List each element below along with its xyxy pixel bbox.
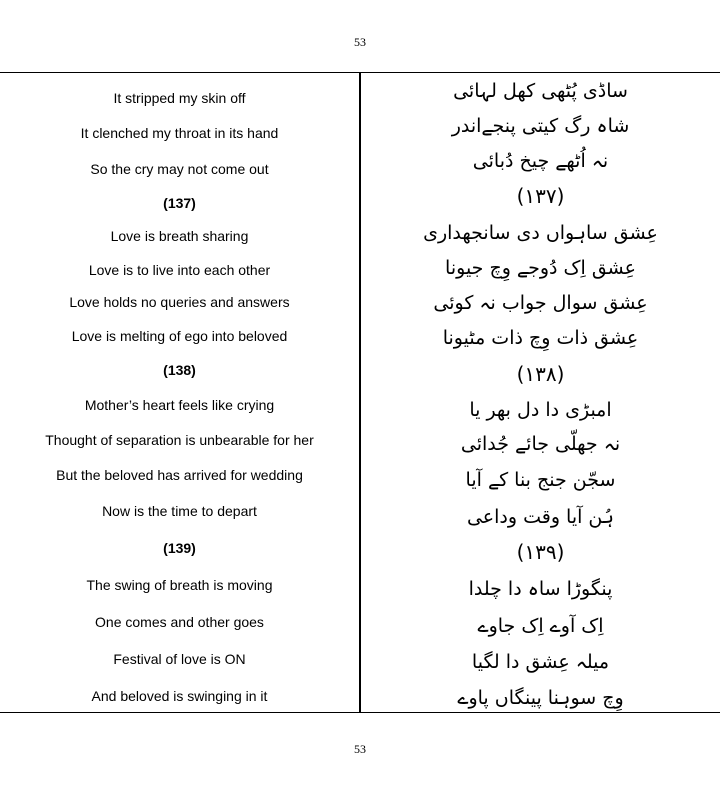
punjabi-line: وِچ سوہنا پینگاں پاوے <box>457 687 624 709</box>
english-line: Now is the time to depart <box>102 503 257 519</box>
english-line: It stripped my skin off <box>113 90 246 106</box>
english-stanza-number: (138) <box>163 362 196 378</box>
punjabi-line: سجّن جنج بنا کے آیا <box>465 469 616 491</box>
punjabi-stanza-number: (۱۳۹) <box>516 540 565 564</box>
punjabi-line: عِشق ساہواں دی سانجھداری <box>423 222 658 244</box>
punjabi-stanza-number: (۱۳۷) <box>516 184 565 208</box>
translation-table <box>0 72 720 713</box>
english-line: But the beloved has arrived for wedding <box>56 467 303 483</box>
punjabi-line: ہُن آیا وقت وداعی <box>466 506 615 528</box>
english-line: Love is melting of ego into beloved <box>71 328 288 344</box>
english-line: Love is to live into each other <box>88 262 271 278</box>
punjabi-line: عِشق اِک دُوجے وِچ جیونا <box>445 257 636 279</box>
page-number-top: 53 <box>354 35 366 49</box>
english-line: The swing of breath is moving <box>86 577 273 593</box>
english-column <box>0 73 359 712</box>
english-line: Love holds no queries and answers <box>69 294 290 310</box>
english-line: It clenched my throat in its hand <box>80 125 279 141</box>
punjabi-line: نہ جھلّی جائے جُدائی <box>460 433 621 455</box>
punjabi-line: شاہ رگ کیتی پنجےاندر <box>451 115 630 137</box>
english-line: And beloved is swinging in it <box>91 688 268 704</box>
punjabi-line: ساڈی پُٹھی کھل لہائی <box>453 80 628 102</box>
english-line: Festival of love is ON <box>113 651 246 667</box>
english-line: One comes and other goes <box>95 614 264 630</box>
english-line: Thought of separation is unbearable for her <box>45 432 314 448</box>
punjabi-line: پنگوڑا ساہ دا چلدا <box>468 578 613 600</box>
punjabi-line: امبڑی دا دل بھر یا <box>469 399 612 421</box>
punjabi-line: عِشق ذات وِچ ذات مٹیونا <box>442 327 639 349</box>
english-line: Love is breath sharing <box>110 228 249 244</box>
english-line: Mother’s heart feels like crying <box>84 397 275 413</box>
punjabi-stanza-number: (۱۳۸) <box>516 362 565 386</box>
english-line: So the cry may not come out <box>90 161 269 177</box>
english-stanza-number: (137) <box>163 195 196 211</box>
punjabi-column <box>361 73 720 712</box>
page-number-bottom: 53 <box>354 742 366 756</box>
punjabi-line: عِشق سوال جواب نہ کوئی <box>433 292 648 314</box>
punjabi-line: اِک آوے اِک جاوے <box>477 615 604 637</box>
english-stanza-number: (139) <box>163 540 196 556</box>
punjabi-line: نہ اُٹھے چیخ دُبائی <box>472 150 609 172</box>
punjabi-line: میلہ عِشق دا لگیا <box>471 651 610 673</box>
